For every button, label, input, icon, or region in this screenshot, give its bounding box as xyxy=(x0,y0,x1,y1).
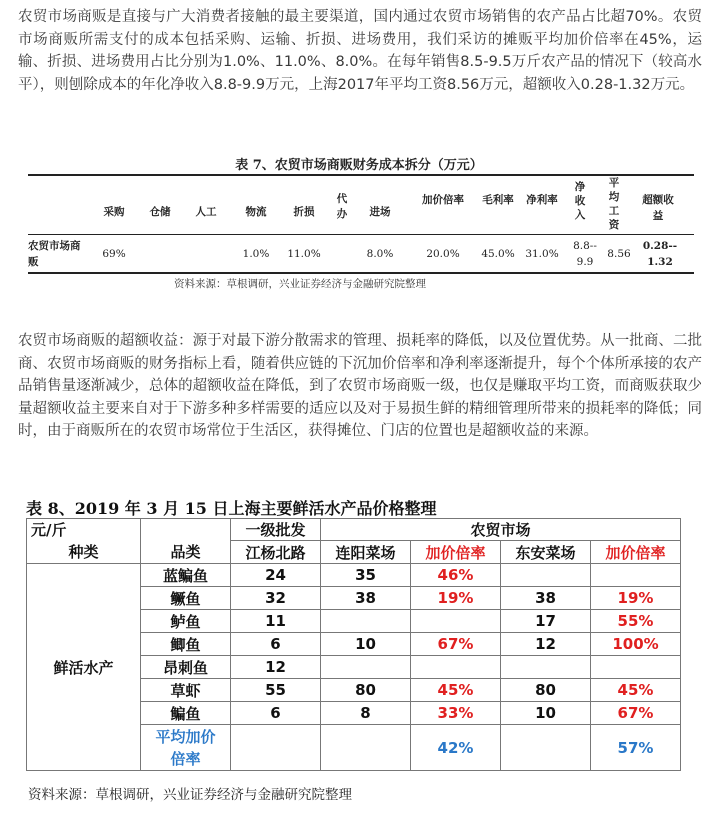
markup-cell: 67% xyxy=(411,633,501,656)
table7-source: 资料来源：草根调研，兴业证券经济与金融研究院整理 xyxy=(174,278,426,290)
t7-header: 采购 xyxy=(103,206,125,218)
average-markup-1: 42% xyxy=(411,725,501,771)
price-cell: 12 xyxy=(501,633,591,656)
price-cell: 17 xyxy=(501,610,591,633)
markup-cell xyxy=(411,610,501,633)
t7-header: 毛利率 xyxy=(482,194,514,206)
price-cell: 24 xyxy=(231,564,321,587)
product-cell: 鲫鱼 xyxy=(141,633,231,656)
group-header-wholesale: 一级批发 xyxy=(231,519,321,541)
unit-label: 元/斤 xyxy=(27,519,141,541)
table-row xyxy=(27,564,681,587)
t7-cell: 0.28--1.32 xyxy=(642,240,678,268)
excess-return-paragraph: 农贸市场商贩的超额收益：源于对最下游分散需求的管理、损耗率的降低，以及位置优势。从一批商、二批商、农贸市场商贩的财务指标上看，随着供应链的下沉加价倍率和净利率逐渐提升，每个个体所承接的农产品销售量逐渐减少，总体的超额收益在降低，到了农贸市场商贩一级，也仅是赚取平均工资，而商贩获取少量超额收益主要来自对于下游多种多样需要的适应以及对于易损生鲜的精细管理所带来的损耗率的降低；同时，由于商贩所在的农贸市场常位于生活区，获得摊位、门店的位置也是超额收益的来源。 xyxy=(18,333,702,440)
intro-paragraph: 农贸市场商贩是直接与广大消费者接触的最主要渠道，国内通过农贸市场销售的农产品占比超70%。农贸市场商贩所需支付的成本包括采购、运输、折损、进场费用，我们采访的摊贩平均加价倍率在45%，运输、折损、进场费用占比分别为1.0%、11.0%、8.0%。在每年销售8.5-9.5万斤农产品的情况下（较高水平），则刨除成本的年化净收入8.8-9.9万元，上海2017年平均工资8.56万元，超额收入0.28-1.32万元。 xyxy=(18,9,702,93)
product-cell: 鲈鱼 xyxy=(141,610,231,633)
t7-cell: 11.0% xyxy=(287,248,321,260)
price-cell: 32 xyxy=(231,587,321,610)
markup-cell: 45% xyxy=(411,679,501,702)
t7-cell: 8.8--9.9 xyxy=(573,240,597,268)
price-cell xyxy=(321,656,411,679)
product-cell: 鳊鱼 xyxy=(141,702,231,725)
header-kind: 种类 xyxy=(27,541,141,564)
price-cell: 38 xyxy=(501,587,591,610)
t7-cell: 20.0% xyxy=(426,248,460,260)
header-dongan: 东安菜场 xyxy=(501,541,591,564)
price-cell: 6 xyxy=(231,702,321,725)
markup-cell: 33% xyxy=(411,702,501,725)
t7-cell: 1.0% xyxy=(242,248,270,260)
header-jiangyang: 江杨北路 xyxy=(231,541,321,564)
header-markup-2: 加价倍率 xyxy=(591,541,681,564)
table7-bottom-rule xyxy=(28,272,694,274)
price-cell: 38 xyxy=(321,587,411,610)
table7-title: 表 7、农贸市场商贩财务成本拆分（万元） xyxy=(235,158,483,173)
price-cell: 55 xyxy=(231,679,321,702)
price-cell: 6 xyxy=(231,633,321,656)
product-cell: 鳜鱼 xyxy=(141,587,231,610)
t7-header: 净收入 xyxy=(574,181,586,221)
t7-cell: 8.56 xyxy=(607,248,631,260)
t7-header: 超额收益 xyxy=(642,194,674,222)
t7-cell: 45.0% xyxy=(481,248,515,260)
average-label: 平均加价倍率 xyxy=(141,725,231,771)
t7-header: 净利率 xyxy=(526,194,558,206)
blank-cell xyxy=(231,725,321,771)
price-cell: 35 xyxy=(321,564,411,587)
price-cell: 10 xyxy=(321,633,411,656)
t7-row-label: 农贸市场商贩 xyxy=(28,240,81,268)
t7-cell: 31.0% xyxy=(525,248,559,260)
markup-cell xyxy=(591,564,681,587)
t7-header: 加价倍率 xyxy=(422,194,464,206)
product-cell: 蓝鳊鱼 xyxy=(141,564,231,587)
group-header-market: 农贸市场 xyxy=(321,519,681,541)
header-markup-1: 加价倍率 xyxy=(411,541,501,564)
t7-header: 仓储 xyxy=(149,206,171,218)
markup-cell xyxy=(591,656,681,679)
category-cell: 鲜活水产 xyxy=(27,564,141,771)
table8-price-table xyxy=(26,518,681,771)
markup-cell: 45% xyxy=(591,679,681,702)
average-markup-2: 57% xyxy=(591,725,681,771)
blank-cell xyxy=(321,725,411,771)
table7-figure xyxy=(24,152,694,298)
header-lianyang: 连阳菜场 xyxy=(321,541,411,564)
t7-header: 进场 xyxy=(369,206,391,218)
table7-top-rule xyxy=(28,174,694,176)
markup-cell: 67% xyxy=(591,702,681,725)
t7-header: 代办 xyxy=(336,193,348,220)
markup-cell: 19% xyxy=(411,587,501,610)
markup-cell: 46% xyxy=(411,564,501,587)
markup-cell xyxy=(411,656,501,679)
blank-cell xyxy=(501,725,591,771)
t7-header: 折损 xyxy=(293,206,315,218)
price-cell xyxy=(321,610,411,633)
t7-header: 物流 xyxy=(245,206,267,218)
t7-header: 平均工资 xyxy=(608,177,620,231)
markup-cell: 100% xyxy=(591,633,681,656)
price-cell: 80 xyxy=(501,679,591,702)
price-cell: 11 xyxy=(231,610,321,633)
t7-cell: 69% xyxy=(102,248,126,260)
markup-cell: 19% xyxy=(591,587,681,610)
price-cell xyxy=(501,656,591,679)
table8-source: 资料来源：草根调研，兴业证券经济与金融研究院整理 xyxy=(28,787,352,803)
price-cell xyxy=(501,564,591,587)
blank-cell xyxy=(141,519,231,541)
table7-mid-rule xyxy=(28,234,694,235)
price-cell: 12 xyxy=(231,656,321,679)
product-cell: 草虾 xyxy=(141,679,231,702)
markup-cell: 55% xyxy=(591,610,681,633)
product-cell: 昂刺鱼 xyxy=(141,656,231,679)
table8-title: 表 8、2019 年 3 月 15 日上海主要鲜活水产品价格整理 xyxy=(26,499,437,518)
t7-cell: 8.0% xyxy=(366,248,394,260)
t7-header: 人工 xyxy=(195,206,217,218)
price-cell: 8 xyxy=(321,702,411,725)
header-product: 品类 xyxy=(141,541,231,564)
price-cell: 80 xyxy=(321,679,411,702)
price-cell: 10 xyxy=(501,702,591,725)
